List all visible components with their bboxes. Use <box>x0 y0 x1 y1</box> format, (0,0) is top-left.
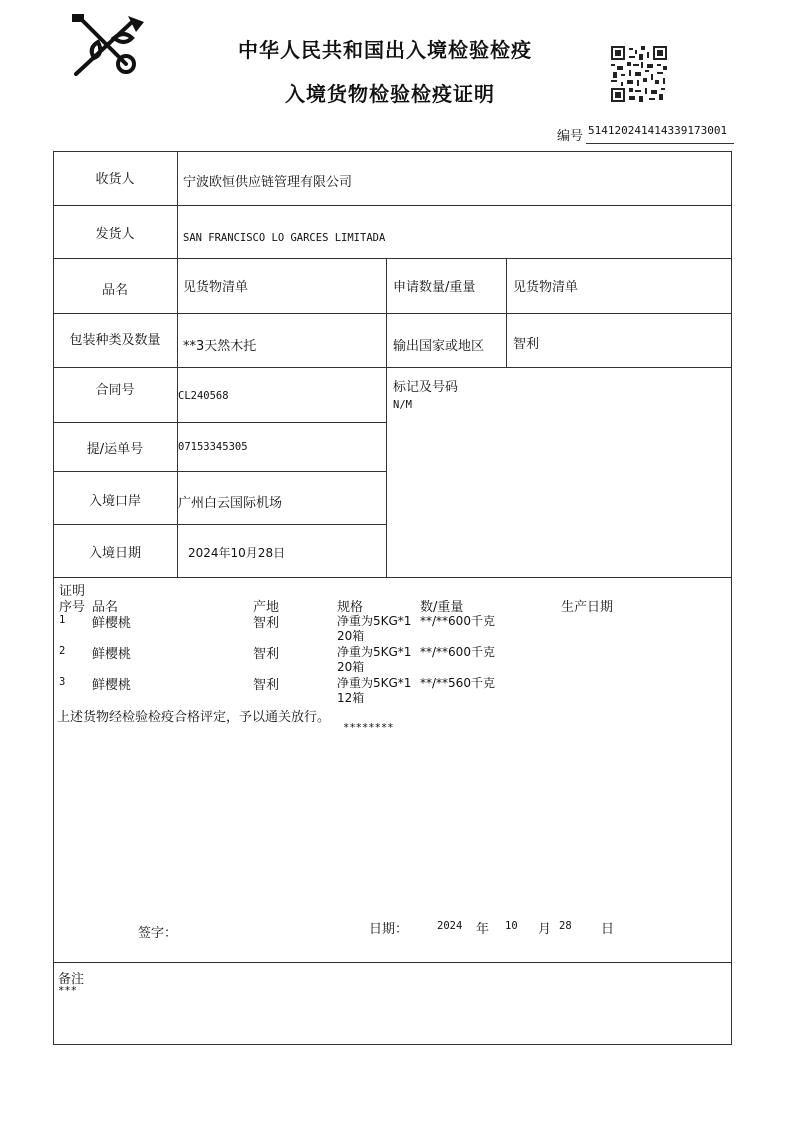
row1-no: 1 <box>59 614 66 626</box>
issue-year-unit: 年 <box>476 922 490 937</box>
row1-origin: 智利 <box>253 616 280 631</box>
origin-label: 输出国家或地区 <box>393 339 485 354</box>
certificate-label: 证明 <box>59 584 86 599</box>
row1-qty: **/**600千克 <box>420 614 495 628</box>
col-spec: 规格 <box>337 600 364 615</box>
issue-day-unit: 日 <box>601 922 615 937</box>
col-qty: 数/重量 <box>420 600 464 615</box>
origin-value: 智利 <box>513 337 540 352</box>
sub-title: 入境货物检验检疫证明 <box>285 82 495 106</box>
remarks-value: *** <box>58 985 77 997</box>
row1-spec: 净重为5KG*1 <box>337 614 412 628</box>
product-label: 品名 <box>101 283 128 298</box>
consignee-label: 收货人 <box>95 172 135 187</box>
issue-date-label: 日期： <box>369 922 409 937</box>
cert-number-label: 编号 <box>557 129 584 144</box>
issue-year: 2024 <box>437 920 463 932</box>
row1-spec2: 20箱 <box>337 629 365 643</box>
row3-no: 3 <box>59 676 66 688</box>
package-value: **3天然木托 <box>183 339 257 354</box>
bill-value: 07153345305 <box>178 441 248 453</box>
package-label: 包装种类及数量 <box>69 333 161 348</box>
row1-name: 鲜樱桃 <box>92 616 132 631</box>
qr-code-icon <box>611 46 667 102</box>
consignee-value: 宁波欧恒供应链管理有限公司 <box>183 175 353 190</box>
col-origin: 产地 <box>253 600 280 615</box>
port-value: 广州白云国际机场 <box>178 496 283 511</box>
row3-qty: **/**560千克 <box>420 676 495 690</box>
col-no: 序号 <box>59 600 86 615</box>
entry-date-value: 2024年10月28日 <box>188 546 286 560</box>
row2-origin: 智利 <box>253 647 280 662</box>
row2-no: 2 <box>59 645 66 657</box>
qty-label: 申请数量/重量 <box>393 280 476 295</box>
row3-name: 鲜樱桃 <box>92 678 132 693</box>
row2-qty: **/**600千克 <box>420 645 495 659</box>
ciq-emblem-icon <box>70 12 150 78</box>
issue-month: 10 <box>505 920 518 932</box>
qty-value: 见货物清单 <box>513 280 579 295</box>
row2-spec2: 20箱 <box>337 660 365 674</box>
statement: 上述货物经检验检疫合格评定，予以通关放行。 <box>57 710 331 725</box>
marks-value: N/M <box>393 399 412 411</box>
contract-label: 合同号 <box>95 383 135 398</box>
row2-name: 鲜樱桃 <box>92 647 132 662</box>
contract-value: CL240568 <box>178 390 229 402</box>
row3-origin: 智利 <box>253 678 280 693</box>
product-value: 见货物清单 <box>183 280 249 295</box>
row2-spec: 净重为5KG*1 <box>337 645 412 659</box>
consignor-label: 发货人 <box>95 227 135 242</box>
main-title: 中华人民共和国出入境检验检疫 <box>238 38 532 62</box>
row3-spec: 净重为5KG*1 <box>337 676 412 690</box>
bill-label: 提/运单号 <box>86 442 144 457</box>
marks-label: 标记及号码 <box>393 380 459 395</box>
stars: ******** <box>343 722 394 734</box>
remarks-label: 备注 <box>58 972 85 987</box>
row3-spec2: 12箱 <box>337 691 365 705</box>
consignor-value: SAN FRANCISCO LO GARCES LIMITADA <box>183 232 386 244</box>
issue-month-unit: 月 <box>538 922 552 937</box>
cert-number-value: 514120241414339173001 <box>588 124 728 137</box>
port-label: 入境口岸 <box>88 494 141 509</box>
col-name: 品名 <box>92 600 119 615</box>
signature-label: 签字： <box>138 926 178 941</box>
issue-day: 28 <box>559 920 572 932</box>
entry-date-label: 入境日期 <box>88 546 141 561</box>
col-prod-date: 生产日期 <box>561 600 614 615</box>
